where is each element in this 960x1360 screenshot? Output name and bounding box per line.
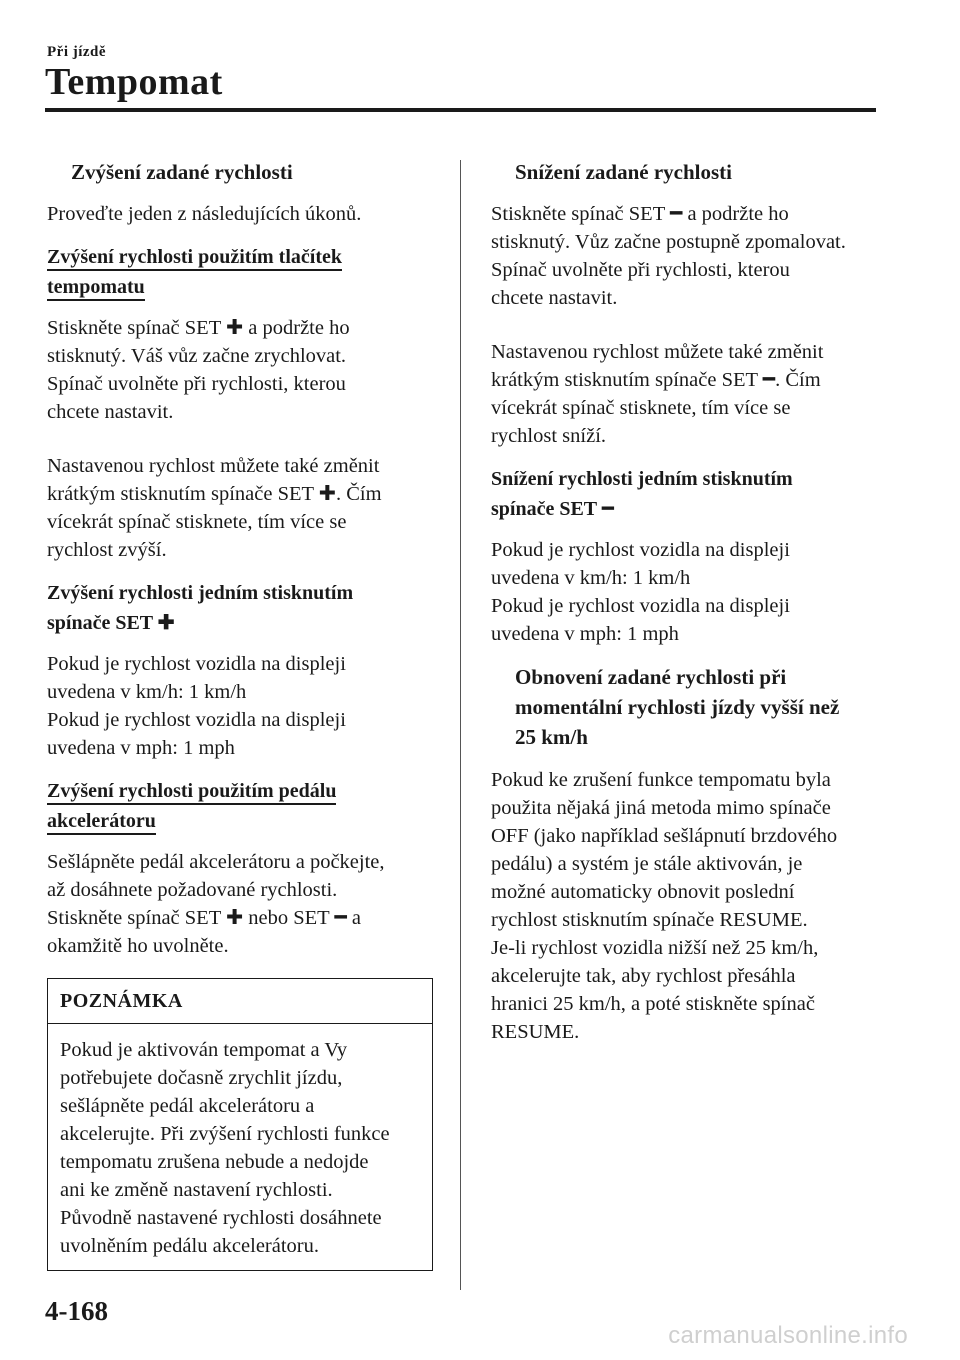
text-line: Původně nastavené rychlosti dosáhnete [60,1207,382,1229]
subheading-single-press-decrease [491,464,881,524]
text-line: uvedena v km/h: 1 km/h [47,681,247,703]
intro-text: Proveďte jeden z následujících úkonů. [47,203,362,225]
text-line: tempomatu zrušena nebude a nedojde [60,1151,369,1173]
note-box [47,978,433,1271]
subheading-line1: Snížení rychlosti jedním stisknutím [491,468,793,490]
decrease-text [491,200,881,312]
subheading-buttons-line1: Zvýšení rychlosti použitím tlačítek [47,246,342,271]
text-line: okamžitě ho uvolněte. [47,935,229,957]
text-line: Sešlápněte pedál akcelerátoru a počkejte, [47,851,385,873]
column-divider [460,160,461,1290]
subheading-single-press-line2: spínače SET ✚ [47,612,175,634]
title-rule [45,108,876,112]
text-line: Nastavenou rychlost můžete také změnit [491,341,824,363]
short-press-decrease-text [491,338,881,450]
short-press-text [47,452,432,564]
subheading-single-press-line1: Zvýšení rychlosti jedním stisknutím [47,582,354,604]
note-heading: POZNÁMKA [48,979,432,1024]
text-line: vícekrát spínač stisknete, tím více se [491,397,791,419]
text-line: akcelerujte. Při zvýšení rychlosti funkce [60,1123,390,1145]
single-press-text [47,650,432,762]
text-line: až dosáhnete požadované rychlosti. [47,879,338,901]
subheading-buttons-line2: tempomatu [47,276,145,301]
text-line: chcete nastavit. [47,401,174,423]
text-line: Spínač uvolněte při rychlosti, kterou [491,259,790,281]
text-line: pedálu) a systém je stále aktivován, je [491,853,803,875]
note-body [48,1024,432,1270]
text-line: ani ke změně nastavení rychlosti. [60,1179,333,1201]
text-line: Pokud je rychlost vozidla na displeji [47,709,346,731]
pedal-text [47,848,432,960]
text-line: potřebujete dočasně zrychlit jízdu, [60,1067,343,1089]
text-line: hranici 25 km/h, a poté stiskněte spínač [491,993,815,1015]
text-line: sešlápněte pedál akcelerátoru a [60,1095,315,1117]
heading-decrease-speed: Snížení zadané rychlosti [515,160,733,184]
text-line: uvedena v mph: 1 mph [47,737,235,759]
text-line: Pokud ke zrušení funkce tempomatu byla [491,769,831,791]
heading-increase-speed: Zvýšení zadané rychlosti [71,160,293,184]
text-line: rychlost stisknutím spínače RESUME. [491,909,808,931]
resume-text [491,766,881,1046]
text-line: Pokud je rychlost vozidla na displeji [491,595,790,617]
text-line: stisknutý. Váš vůz začne zrychlovat. [47,345,347,367]
text-line: Spínač uvolněte při rychlosti, kterou [47,373,346,395]
text-line: OFF (jako například sešlápnutí brzdového [491,825,838,847]
subheading-single-press [47,578,432,638]
text-line: Stiskněte spínač SET ✚ nebo SET ━ a [47,907,362,929]
left-column [47,158,432,1271]
text-line: chcete nastavit. [491,287,618,309]
text-line: Pokud je rychlost vozidla na displeji [47,653,346,675]
page-title: Tempomat [45,61,223,103]
text-line: RESUME. [491,1021,580,1043]
subheading-pedal [47,776,432,836]
subheading-pedal-line2: akcelerátoru [47,810,156,835]
heading-line: momentální rychlosti jízdy vyšší než [515,695,840,719]
text-line: krátkým stisknutím spínače SET ━. Čím [491,369,821,391]
text-line: rychlost sníží. [491,425,607,447]
text-line: Pokud je rychlost vozidla na displeji [491,539,790,561]
text-line: Stiskněte spínač SET ━ a podržte ho [491,203,789,225]
text-line: Stiskněte spínač SET ✚ a podržte ho [47,317,350,339]
text-line: stisknutý. Vůz začne postupně zpomalovat. [491,231,846,253]
text-line: použita nějaká jiná metoda mimo spínače [491,797,831,819]
subheading-line2: spínače SET ━ [491,498,614,520]
right-column [491,158,881,1056]
section-label: Při jízdě [47,44,107,60]
text-line: akcelerujte tak, aby rychlost přesáhla [491,965,796,987]
text-line: uvolněním pedálu akcelerátoru. [60,1235,319,1257]
text-line: rychlost zvýší. [47,539,167,561]
text-line: vícekrát spínač stisknete, tím více se [47,511,347,533]
watermark: carmanualsonline.info [668,1322,908,1349]
subheading-buttons [47,242,432,302]
text-line: možné automaticky obnovit poslední [491,881,795,903]
heading-line: Obnovení zadané rychlosti při [515,665,787,689]
text-line: Pokud je aktivován tempomat a Vy [60,1039,348,1061]
single-press-decrease-text [491,536,881,648]
page-number: 4-168 [45,1296,108,1326]
text-line: uvedena v mph: 1 mph [491,623,679,645]
heading-resume-speed [515,662,881,752]
text-line: krátkým stisknutím spínače SET ✚. Čím [47,483,382,505]
text-line: Je-li rychlost vozidla nižší než 25 km/h, [491,937,819,959]
subheading-pedal-line1: Zvýšení rychlosti použitím pedálu [47,780,336,805]
buttons-text [47,314,432,426]
heading-line: 25 km/h [515,725,588,749]
text-line: uvedena v km/h: 1 km/h [491,567,691,589]
text-line: Nastavenou rychlost můžete také změnit [47,455,380,477]
